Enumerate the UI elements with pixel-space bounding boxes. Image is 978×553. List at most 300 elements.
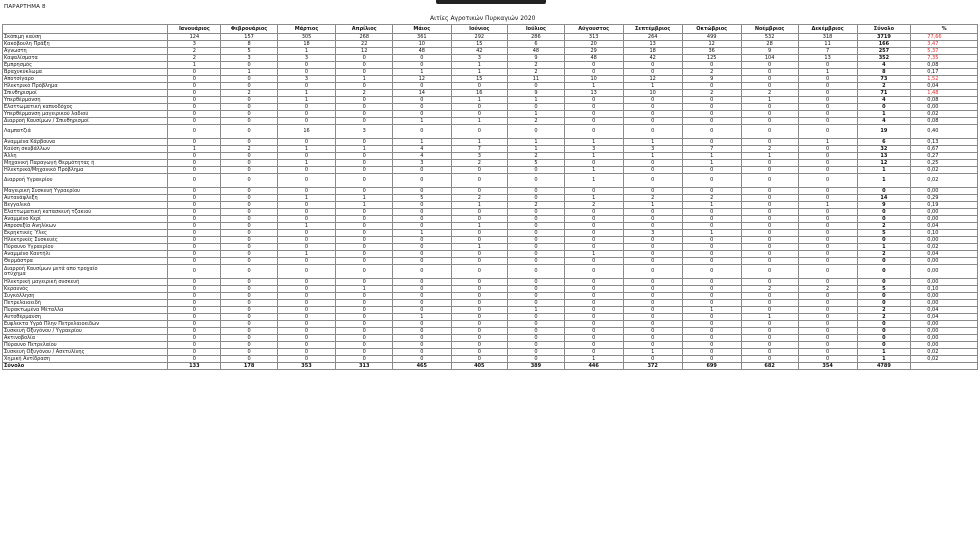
month-value: 0 <box>741 167 798 174</box>
month-value: 0 <box>336 230 393 237</box>
month-value: 1 <box>564 153 623 160</box>
month-value: 0 <box>277 356 336 363</box>
month-value: 0 <box>168 118 221 125</box>
month-value: 0 <box>393 209 451 216</box>
row-total: 4 <box>857 97 911 104</box>
month-value: 0 <box>336 349 393 356</box>
row-percentage: 3,47 <box>911 41 978 48</box>
month-value: 0 <box>277 139 336 146</box>
month-value: 178 <box>221 363 277 370</box>
row-total: 1 <box>857 349 911 356</box>
month-value: 0 <box>741 237 798 244</box>
month-value: 0 <box>221 216 277 223</box>
month-value: 1 <box>336 286 393 293</box>
month-value: 0 <box>682 209 741 216</box>
month-value: 2 <box>741 146 798 153</box>
row-total: 166 <box>857 41 911 48</box>
month-value: 0 <box>393 125 451 139</box>
month-value: 0 <box>682 314 741 321</box>
month-value: 1 <box>623 202 682 209</box>
month-value: 0 <box>508 104 565 111</box>
month-value: 0 <box>741 258 798 265</box>
month-value: 0 <box>168 111 221 118</box>
cause-name: Απροσεξία Ανηλίκων <box>3 223 168 230</box>
month-value: 0 <box>798 174 857 188</box>
month-value: 0 <box>508 258 565 265</box>
row-percentage: 0,00 <box>911 300 978 307</box>
cause-name: Εκρηκτικές Ύλες <box>3 230 168 237</box>
month-value: 15 <box>451 76 508 83</box>
month-value: 0 <box>393 83 451 90</box>
month-value: 2 <box>336 90 393 97</box>
row-total: 3719 <box>857 34 911 41</box>
row-total: 32 <box>857 146 911 153</box>
month-value: 372 <box>623 363 682 370</box>
month-value: 0 <box>798 76 857 83</box>
row-percentage: 0,02 <box>911 349 978 356</box>
cause-name: Μηχανική Παραγωγή Θερμότητας ή <box>3 160 168 167</box>
month-value: 133 <box>168 363 221 370</box>
cause-name: Αποτσίγαρο <box>3 76 168 83</box>
month-value: 0 <box>682 167 741 174</box>
row-total: 0 <box>857 335 911 342</box>
month-value: 0 <box>798 160 857 167</box>
month-value: 12 <box>682 41 741 48</box>
month-value: 0 <box>168 174 221 188</box>
row-percentage: 0,00 <box>911 279 978 286</box>
month-value: 0 <box>221 258 277 265</box>
month-value: 0 <box>682 335 741 342</box>
month-value: 0 <box>623 174 682 188</box>
month-value: 0 <box>564 237 623 244</box>
month-value: 0 <box>798 223 857 230</box>
month-value: 0 <box>277 321 336 328</box>
cause-name: Καύση σκυβάλλων <box>3 146 168 153</box>
row-total: 2 <box>857 83 911 90</box>
month-value: 11 <box>508 76 565 83</box>
fire-causes-table <box>2 24 978 370</box>
month-value: 16 <box>451 90 508 97</box>
month-value: 0 <box>798 279 857 286</box>
month-value: 0 <box>277 202 336 209</box>
cause-name: Κεραυνός <box>3 286 168 293</box>
table-row <box>3 300 978 307</box>
month-value: 0 <box>221 160 277 167</box>
column-header: Ιούνιος <box>451 25 508 34</box>
month-value: 0 <box>682 97 741 104</box>
month-value: 0 <box>168 202 221 209</box>
month-value: 157 <box>221 34 277 41</box>
month-value: 0 <box>741 160 798 167</box>
month-value: 0 <box>168 314 221 321</box>
month-value: 0 <box>508 279 565 286</box>
month-value: 0 <box>798 293 857 300</box>
cause-name: Πύραυνο Υγραερίου <box>3 244 168 251</box>
month-value: 0 <box>798 118 857 125</box>
table-row <box>3 195 978 202</box>
month-value: 0 <box>623 279 682 286</box>
row-percentage: 0,02 <box>911 356 978 363</box>
row-percentage: 0,00 <box>911 321 978 328</box>
month-value: 446 <box>564 363 623 370</box>
month-value: 0 <box>277 286 336 293</box>
month-value: 0 <box>168 349 221 356</box>
table-row <box>3 258 978 265</box>
month-value: 0 <box>623 321 682 328</box>
row-percentage: 0,04 <box>911 307 978 314</box>
month-value: 0 <box>564 160 623 167</box>
month-value: 0 <box>798 321 857 328</box>
row-percentage: 0,40 <box>911 125 978 139</box>
month-value: 1 <box>393 230 451 237</box>
month-value: 0 <box>168 265 221 279</box>
month-value: 0 <box>336 223 393 230</box>
month-value: 1 <box>798 202 857 209</box>
month-value: 3 <box>336 125 393 139</box>
month-value: 0 <box>221 139 277 146</box>
month-value: 0 <box>393 104 451 111</box>
row-total: 0 <box>857 328 911 335</box>
month-value: 0 <box>798 146 857 153</box>
month-value: 0 <box>508 335 565 342</box>
cause-name: Πυρακτωμένα Μέταλλα <box>3 307 168 314</box>
month-value: 0 <box>451 349 508 356</box>
month-value: 0 <box>508 293 565 300</box>
column-header: Σεπτέμβριος <box>623 25 682 34</box>
month-value: 48 <box>393 48 451 55</box>
month-value: 0 <box>564 69 623 76</box>
month-value: 4 <box>393 146 451 153</box>
month-value: 0 <box>798 265 857 279</box>
month-value: 0 <box>221 293 277 300</box>
month-value: 0 <box>451 237 508 244</box>
month-value: 0 <box>564 244 623 251</box>
month-value: 0 <box>741 335 798 342</box>
month-value: 0 <box>623 265 682 279</box>
row-percentage: 0,00 <box>911 335 978 342</box>
table-row <box>3 216 978 223</box>
month-value: 0 <box>798 97 857 104</box>
month-value: 0 <box>277 349 336 356</box>
month-value: 0 <box>393 244 451 251</box>
month-value: 0 <box>451 230 508 237</box>
table-row <box>3 125 978 139</box>
month-value: 0 <box>682 216 741 223</box>
row-percentage: 0,04 <box>911 251 978 258</box>
month-value: 0 <box>168 195 221 202</box>
month-value: 0 <box>741 223 798 230</box>
month-value: 0 <box>564 258 623 265</box>
column-header: Νοέμβριος <box>741 25 798 34</box>
month-value: 0 <box>508 342 565 349</box>
month-value: 0 <box>336 321 393 328</box>
month-value: 0 <box>798 167 857 174</box>
month-value: 0 <box>221 195 277 202</box>
month-value: 0 <box>393 293 451 300</box>
month-value: 0 <box>221 286 277 293</box>
month-value: 0 <box>564 97 623 104</box>
month-value: 0 <box>393 300 451 307</box>
row-percentage: 77,66 <box>911 34 978 41</box>
month-value: 1 <box>277 97 336 104</box>
month-value: 0 <box>168 342 221 349</box>
row-total: 0 <box>857 265 911 279</box>
month-value: 0 <box>682 223 741 230</box>
cause-name: Συσκευή Οξυγόνου / Υγραερίου <box>3 328 168 335</box>
row-percentage: 0,27 <box>911 153 978 160</box>
month-value: 0 <box>508 230 565 237</box>
month-value: 0 <box>682 188 741 195</box>
month-value: 0 <box>277 328 336 335</box>
month-value: 0 <box>168 321 221 328</box>
month-value: 0 <box>168 328 221 335</box>
month-value: 0 <box>277 111 336 118</box>
column-header <box>3 25 168 34</box>
month-value: 1 <box>451 139 508 146</box>
month-value: 0 <box>741 76 798 83</box>
column-header: Ιανουάριος <box>168 25 221 34</box>
month-value: 0 <box>336 153 393 160</box>
month-value: 389 <box>508 363 565 370</box>
month-value: 0 <box>798 307 857 314</box>
month-value: 0 <box>564 104 623 111</box>
month-value: 0 <box>336 174 393 188</box>
month-value: 1 <box>564 83 623 90</box>
month-value: 1 <box>393 314 451 321</box>
month-value: 1 <box>451 97 508 104</box>
month-value: 20 <box>564 41 623 48</box>
month-value: 1 <box>564 174 623 188</box>
month-value: 0 <box>336 160 393 167</box>
month-value: 0 <box>451 279 508 286</box>
month-value: 0 <box>336 300 393 307</box>
month-value: 0 <box>564 111 623 118</box>
month-value: 0 <box>564 230 623 237</box>
month-value: 0 <box>221 188 277 195</box>
month-value: 0 <box>168 188 221 195</box>
month-value: 0 <box>168 139 221 146</box>
table-title: Αιτίες Αγροτικών Πυρκαγιών 2020 <box>430 15 536 22</box>
table-row <box>3 55 978 62</box>
month-value: 0 <box>451 342 508 349</box>
row-percentage: 0,08 <box>911 62 978 69</box>
table-row <box>3 349 978 356</box>
table-row <box>3 286 978 293</box>
month-value: 0 <box>277 216 336 223</box>
month-value: 354 <box>798 363 857 370</box>
month-value: 1 <box>682 230 741 237</box>
month-value: 0 <box>168 251 221 258</box>
month-value: 1 <box>623 349 682 356</box>
month-value: 0 <box>393 167 451 174</box>
month-value: 353 <box>277 363 336 370</box>
month-value: 0 <box>221 321 277 328</box>
row-total: 1 <box>857 111 911 118</box>
cause-name: Αναμμένο Κερί <box>3 216 168 223</box>
month-value: 0 <box>623 111 682 118</box>
month-value: 104 <box>741 55 798 62</box>
month-value: 0 <box>221 300 277 307</box>
month-value: 0 <box>451 251 508 258</box>
month-value: 0 <box>393 307 451 314</box>
month-value: 0 <box>798 216 857 223</box>
month-value: 0 <box>798 328 857 335</box>
month-value: 28 <box>741 41 798 48</box>
month-value: 0 <box>682 174 741 188</box>
month-value: 0 <box>451 265 508 279</box>
month-value: 0 <box>798 300 857 307</box>
cause-name: Ηλεκτρικές Συσκευές <box>3 237 168 244</box>
cause-name: Πύραυνο Πετρελαίου <box>3 342 168 349</box>
month-value: 0 <box>393 55 451 62</box>
cause-name: Θερμάστρα <box>3 258 168 265</box>
cause-name: Αναμμένο Καντήλι <box>3 251 168 258</box>
month-value: 1 <box>798 139 857 146</box>
month-value: 0 <box>623 286 682 293</box>
month-value: 2 <box>682 69 741 76</box>
month-value: 268 <box>336 34 393 41</box>
row-total: 6 <box>857 139 911 146</box>
table-row <box>3 139 978 146</box>
month-value: 5 <box>508 160 565 167</box>
month-value: 0 <box>798 209 857 216</box>
month-value: 0 <box>451 335 508 342</box>
table-row <box>3 265 978 279</box>
month-value: 0 <box>623 237 682 244</box>
month-value: 0 <box>508 321 565 328</box>
month-value: 7 <box>682 146 741 153</box>
row-total: 0 <box>857 342 911 349</box>
month-value: 0 <box>682 300 741 307</box>
month-value: 0 <box>623 335 682 342</box>
month-value: 0 <box>393 97 451 104</box>
row-total: 5 <box>857 286 911 293</box>
month-value: 532 <box>741 34 798 41</box>
cause-name: Αυτανάφλεξη <box>3 195 168 202</box>
month-value: 405 <box>451 363 508 370</box>
month-value: 10 <box>623 90 682 97</box>
month-value: 0 <box>336 216 393 223</box>
month-value: 2 <box>168 55 221 62</box>
month-value: 0 <box>564 307 623 314</box>
month-value: 0 <box>682 244 741 251</box>
month-value: 0 <box>682 356 741 363</box>
month-value: 0 <box>336 314 393 321</box>
month-value: 0 <box>393 188 451 195</box>
month-value: 0 <box>623 118 682 125</box>
month-value: 18 <box>277 41 336 48</box>
cause-name: Υπερθέρμανση <box>3 97 168 104</box>
row-percentage: 0,02 <box>911 167 978 174</box>
month-value: 0 <box>168 223 221 230</box>
month-value: 1 <box>336 76 393 83</box>
month-value: 699 <box>682 363 741 370</box>
month-value: 10 <box>564 76 623 83</box>
month-value: 0 <box>393 174 451 188</box>
month-value: 0 <box>393 237 451 244</box>
month-value: 0 <box>336 279 393 286</box>
month-value: 313 <box>336 363 393 370</box>
table-row <box>3 244 978 251</box>
month-value: 2 <box>682 195 741 202</box>
month-value: 0 <box>564 300 623 307</box>
month-value: 0 <box>168 160 221 167</box>
month-value: 0 <box>451 307 508 314</box>
row-total: 4 <box>857 118 911 125</box>
month-value: 292 <box>451 34 508 41</box>
month-value: 0 <box>336 167 393 174</box>
month-value: 0 <box>393 251 451 258</box>
month-value: 0 <box>682 258 741 265</box>
month-value: 0 <box>451 321 508 328</box>
month-value: 0 <box>336 244 393 251</box>
cause-name: Πετρελαιοειδή <box>3 300 168 307</box>
cause-name <box>3 265 168 279</box>
row-percentage: 0,02 <box>911 244 978 251</box>
month-value: 0 <box>393 202 451 209</box>
month-value: 0 <box>393 356 451 363</box>
month-value: 9 <box>508 55 565 62</box>
month-value: 0 <box>451 356 508 363</box>
month-value: 0 <box>336 118 393 125</box>
row-percentage: 0,04 <box>911 314 978 321</box>
month-value: 0 <box>798 153 857 160</box>
month-value: 1 <box>508 307 565 314</box>
month-value: 0 <box>277 279 336 286</box>
month-value: 2 <box>798 286 857 293</box>
month-value: 1 <box>564 167 623 174</box>
month-value: 0 <box>798 230 857 237</box>
row-percentage: 0,00 <box>911 237 978 244</box>
table-row <box>3 160 978 167</box>
row-percentage: 1,52 <box>911 76 978 83</box>
month-value: 0 <box>168 230 221 237</box>
month-value: 0 <box>393 62 451 69</box>
month-value: 0 <box>798 83 857 90</box>
month-value: 0 <box>168 279 221 286</box>
month-value: 0 <box>741 230 798 237</box>
month-value: 1 <box>393 118 451 125</box>
row-percentage: 0,10 <box>911 286 978 293</box>
cause-name: Βεγγαλικά <box>3 202 168 209</box>
month-value: 0 <box>277 167 336 174</box>
month-value: 0 <box>168 153 221 160</box>
row-percentage: 0,00 <box>911 209 978 216</box>
month-value: 0 <box>451 258 508 265</box>
month-value: 0 <box>564 209 623 216</box>
month-value: 0 <box>277 244 336 251</box>
row-percentage: 0,17 <box>911 69 978 76</box>
month-value: 0 <box>564 349 623 356</box>
month-value: 0 <box>393 328 451 335</box>
table-row <box>3 314 978 321</box>
month-value: 11 <box>798 41 857 48</box>
month-value: 0 <box>741 321 798 328</box>
month-value: 0 <box>741 139 798 146</box>
month-value: 0 <box>277 209 336 216</box>
month-value: 499 <box>682 34 741 41</box>
month-value: 0 <box>221 230 277 237</box>
month-value: 0 <box>336 104 393 111</box>
table-row <box>3 118 978 125</box>
month-value: 361 <box>393 34 451 41</box>
month-value: 0 <box>741 209 798 216</box>
cause-name: Λαμπατζιά <box>3 125 168 139</box>
month-value: 2 <box>508 69 565 76</box>
cause-name-line: Διαρροή Καυσίμων μετά απο τροχαίο <box>4 265 98 272</box>
month-value: 0 <box>168 307 221 314</box>
table-row <box>3 111 978 118</box>
